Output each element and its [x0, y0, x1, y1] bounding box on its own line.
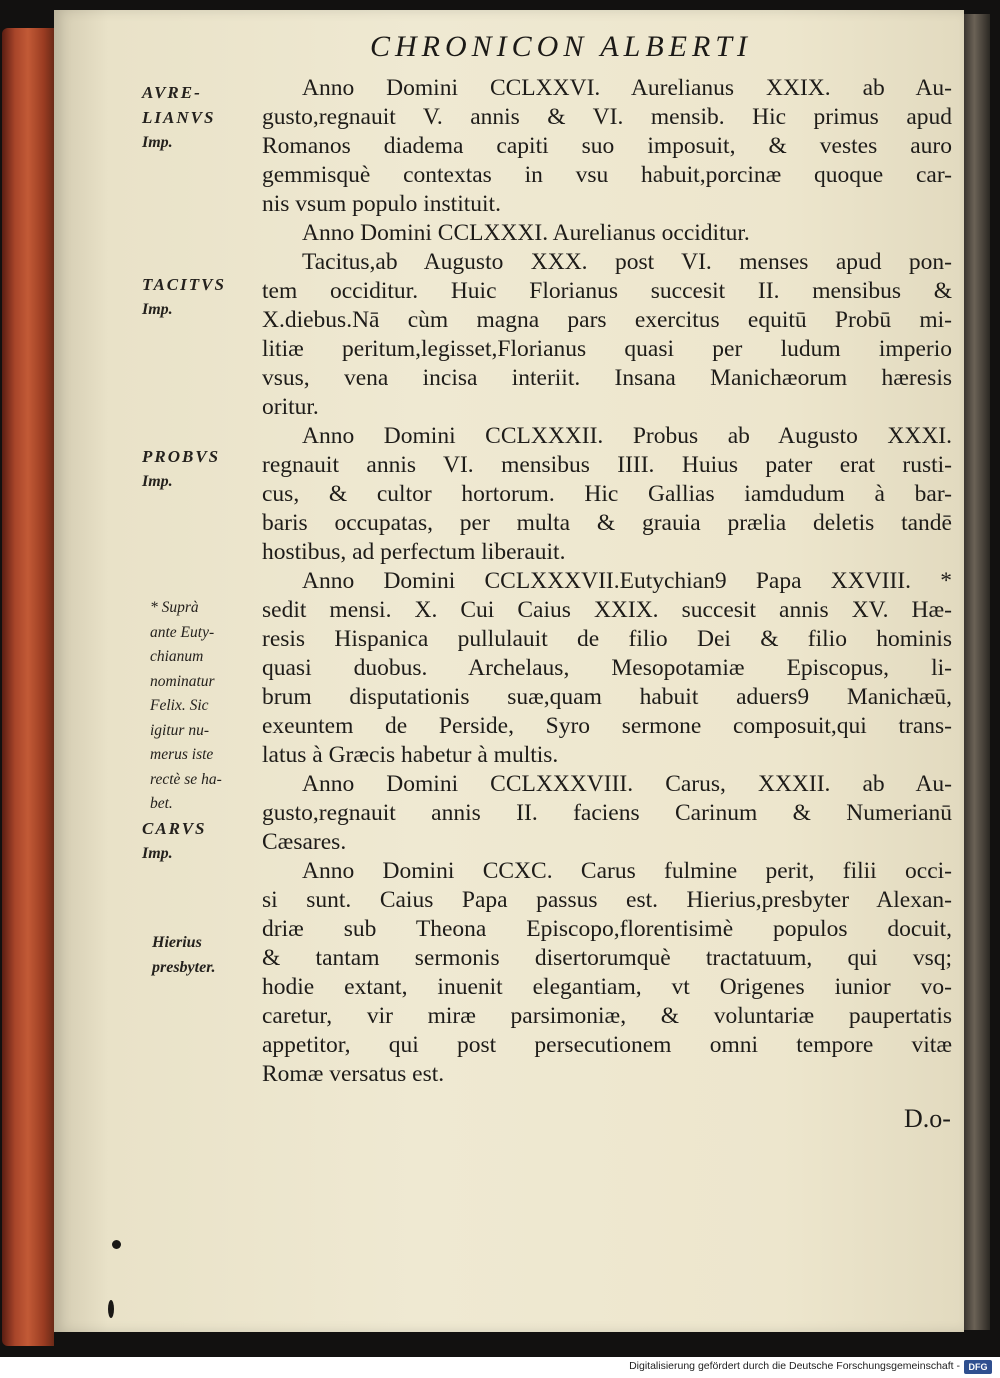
paragraph: [262, 422, 952, 567]
text-line: sedit mensi. X. Cui Caius XXIX. succesit annis XV. Hæ-: [262, 597, 952, 623]
text-line: Romæ versatus est.: [262, 1061, 445, 1087]
text-line: X.diebus.Nā cùm magna pars exercitus equitū Probū mi-: [262, 307, 952, 333]
text-line: gusto,regnauit V. annis & VI. mensib. Hic primus apud: [262, 104, 952, 130]
running-head: CHRONICON ALBERTI: [370, 30, 752, 63]
margin-line: merus iste: [150, 746, 214, 763]
text-line: Anno Domini CCLXXXII. Probus ab Augusto XXXI.: [302, 423, 952, 449]
text-line: Tacitus,ab Augusto XXX. post VI. menses apud pon-: [302, 249, 952, 275]
text-line: si sunt. Caius Papa passus est. Hierius,presbyter Alexan-: [262, 887, 952, 913]
text-line: gemmisquè contextas in vsu habuit,porcinæ quoque car-: [262, 162, 952, 188]
text-line: exeuntem de Perside, Syro sermone composuit,qui trans-: [262, 713, 952, 739]
margin-note-probus: [142, 444, 267, 494]
paragraph: [262, 857, 952, 1089]
paragraph: [262, 74, 952, 219]
text-line: regnauit annis VI. mensibus IIII. Huius pater erat rusti-: [262, 452, 952, 478]
text-line: nis vsum populo instituit.: [262, 191, 501, 217]
margin-line: chianum: [150, 648, 204, 665]
margin-line: Felix. Sic: [150, 697, 209, 714]
text-line: resis Hispanica pullulauit de filio Dei & filio hominis: [262, 626, 952, 652]
margin-line: Imp.: [142, 301, 173, 318]
margin-line: ante Euty-: [150, 623, 215, 641]
text-line: oritur.: [262, 394, 319, 420]
ink-spot: [108, 1300, 114, 1318]
text-line: latus à Græcis habetur à multis.: [262, 742, 559, 768]
margin-line: PROBVS: [142, 447, 221, 466]
text-line: cus, & cultor hortorum. Hic Gallias iamdudum à bar-: [262, 481, 952, 507]
margin-line: igitur nu-: [150, 721, 209, 739]
text-line: brum disputationis suæ,quam habuit aduers9 Manichæū,: [262, 684, 952, 710]
text-line: tem occiditur. Huic Florianus succesit II. mensibus &: [262, 278, 952, 304]
text-line: hodie extant, inuenit elegantiam, vt Origenes iunior vo-: [262, 974, 952, 1000]
margin-line: presbyter.: [152, 959, 216, 976]
margin-line: CARVS: [142, 819, 207, 838]
text-line: Romanos diadema capiti suo imposuit, & vestes auro: [262, 133, 952, 159]
text-line: Anno Domini CCXC. Carus fulmine perit, filii occi-: [302, 858, 952, 884]
text-line: appetitor, qui post persecutionem omni tempore vitæ: [262, 1032, 952, 1058]
paragraph: [262, 219, 952, 248]
margin-note-tacitus: [142, 272, 267, 322]
text-line: quasi duobus. Archelaus, Mesopotamiæ Episcopus, li-: [262, 655, 952, 681]
margin-note-hierius: [152, 930, 277, 980]
text-line: litiæ peritum,legisset,Florianus quasi per ludum imperio: [262, 336, 952, 362]
page-edge: [964, 14, 990, 1330]
margin-line: nominatur: [150, 672, 215, 690]
margin-line: Imp.: [142, 134, 173, 151]
margin-line: * Suprà: [150, 599, 199, 616]
text-line: hostibus, ad perfectum liberauit.: [262, 539, 566, 565]
ink-spot: [112, 1240, 121, 1249]
margin-note-felix: [150, 596, 275, 817]
margin-note-carus: [142, 816, 267, 866]
margin-line: bet.: [150, 795, 173, 812]
margin-line: Imp.: [142, 845, 173, 862]
paragraph: [262, 567, 952, 770]
text-line: Anno Domini CCLXXXI. Aurelianus occiditur.: [302, 220, 750, 246]
text-line: Anno Domini CCLXXVI. Aurelianus XXIX. ab Au-: [302, 75, 952, 101]
margin-line: LIANVS: [142, 108, 216, 127]
paragraph: [262, 770, 952, 857]
text-line: caretur, vir miræ parsimoniæ, & voluntariæ paupertatis: [262, 1003, 952, 1029]
catchword: D.o-: [904, 1104, 951, 1133]
text-line: & tantam sermonis disertorumquè tractatuum, qui vsq;: [262, 945, 952, 971]
main-text-block: [262, 74, 952, 1089]
text-line: vsus, vena incisa interiit. Insana Manichæorum hæresis: [262, 365, 952, 391]
margin-line: TACITVS: [142, 275, 226, 294]
dfg-logo[interactable]: DFG: [964, 1360, 992, 1374]
margin-line: rectè se ha-: [150, 770, 222, 788]
text-line: gusto,regnauit annis II. faciens Carinum & Numerianū: [262, 800, 952, 826]
text-line: baris occupatas, per multa & grauia prælia deletis tandē: [262, 510, 952, 536]
text-line: Cæsares.: [262, 829, 347, 855]
paragraph: [262, 248, 952, 422]
footer-bar: [0, 1357, 1000, 1378]
margin-line: Imp.: [142, 473, 173, 490]
margin-note-aurelianus: [142, 80, 267, 155]
text-line: driæ sub Theona Episcopo,florentisimè populos docuit,: [262, 916, 952, 942]
book-spine: [2, 28, 54, 1346]
footer-credit: Digitalisierung gefördert durch die Deutsche Forschungsgemeinschaft -: [629, 1360, 960, 1372]
margin-line: AVRE-: [142, 83, 202, 102]
margin-line: Hierius: [152, 934, 202, 951]
text-line: Anno Domini CCLXXXVII.Eutychian9 Papa XXVIII. *: [302, 568, 952, 594]
text-line: Anno Domini CCLXXXVIII. Carus, XXXII. ab Au-: [302, 771, 952, 797]
